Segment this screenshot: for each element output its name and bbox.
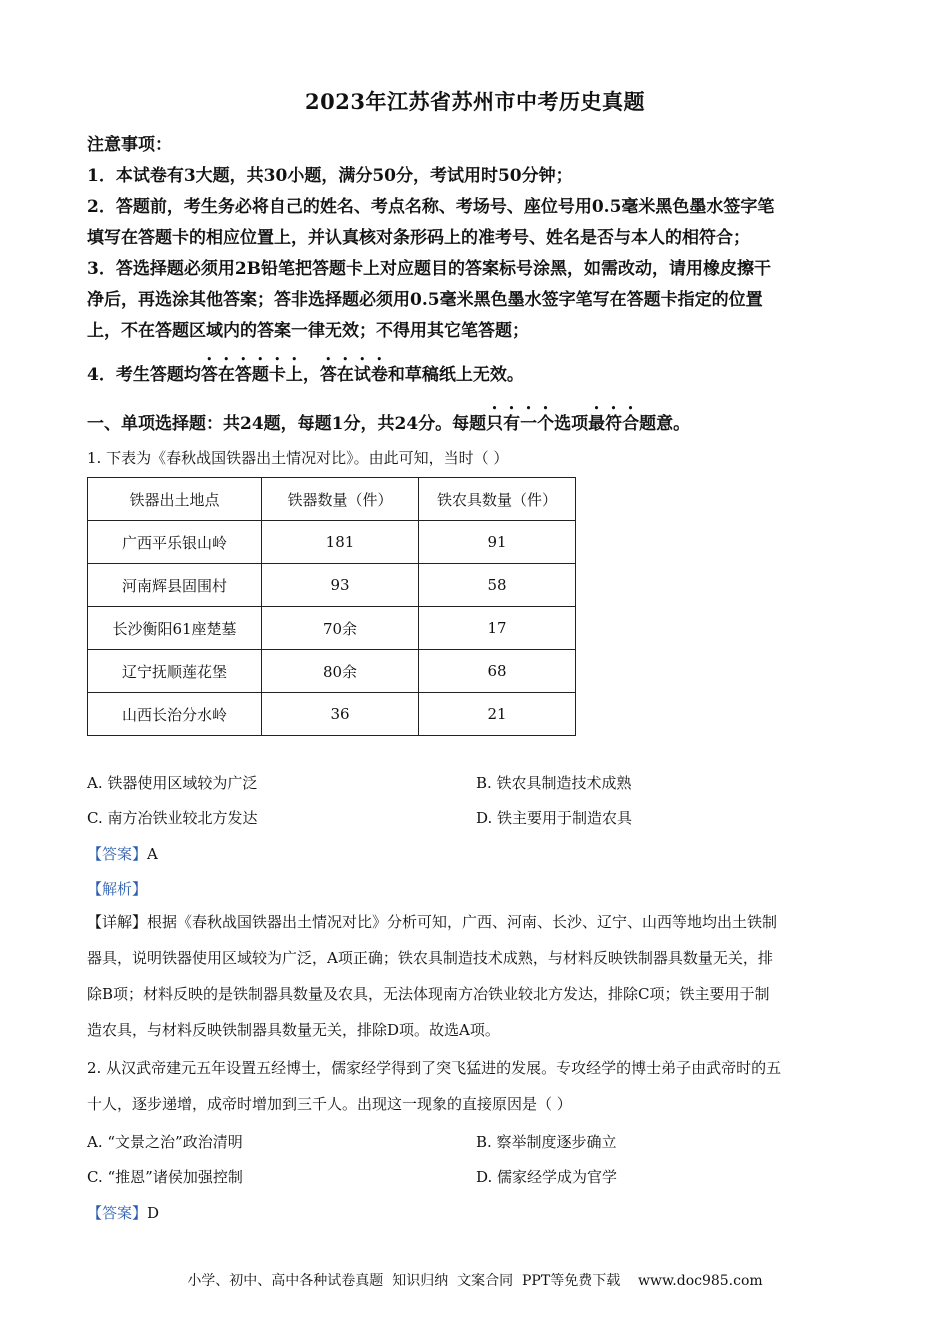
table-header-cell: 铁器出土地点 bbox=[88, 478, 262, 521]
analysis-tag: 【解析】 bbox=[87, 880, 148, 898]
table-cell: 广西平乐银山岭 bbox=[88, 521, 262, 564]
notes-item-4-text-c: 和草稿纸上无效。 bbox=[387, 365, 524, 385]
table-cell: 山西长治分水岭 bbox=[88, 693, 262, 736]
q1-detail-line-3: 除B项；材料反映的是铁制器具数量及农具，无法体现南方冶铁业较北方发达，排除C项；铁主要用于制 bbox=[87, 985, 770, 1003]
table-row bbox=[88, 564, 576, 607]
section-1-emphasis-2: 最符合 bbox=[588, 414, 640, 434]
table-cell: 17 bbox=[419, 607, 576, 650]
notes-item-4 bbox=[87, 355, 862, 391]
q1-answer bbox=[87, 843, 158, 864]
q2-stem-line-2: 十人，逐步递增，成帝时增加到三千人。出现这一现象的直接原因是（ ） bbox=[87, 1095, 572, 1113]
q2-option-d: D. 儒家经学成为官学 bbox=[476, 1168, 618, 1186]
table-cell: 93 bbox=[262, 564, 419, 607]
answer-value: D bbox=[147, 1204, 160, 1222]
table-row bbox=[88, 607, 576, 650]
table-cell: 80余 bbox=[262, 650, 419, 693]
q2-option-c: C. “推恩”诸侯加强控制 bbox=[87, 1168, 243, 1186]
table-cell: 58 bbox=[419, 564, 576, 607]
table-cell: 36 bbox=[262, 693, 419, 736]
table-row bbox=[88, 650, 576, 693]
q1-option-b: B. 铁农具制造技术成熟 bbox=[476, 774, 632, 792]
table-header-row bbox=[88, 478, 576, 521]
table-cell: 91 bbox=[419, 521, 576, 564]
q1-table bbox=[87, 477, 576, 736]
notes-item-2-line-1: 2．答题前，考生务必将自己的姓名、考点名称、考场号、座位号用0.5毫米黑色墨水签字笔 bbox=[87, 197, 775, 217]
table-cell: 21 bbox=[419, 693, 576, 736]
table-cell: 辽宁抚顺莲花堡 bbox=[88, 650, 262, 693]
q2-answer bbox=[87, 1202, 159, 1223]
table-row bbox=[88, 693, 576, 736]
table-row bbox=[88, 521, 576, 564]
q2-option-b: B. 察举制度逐步确立 bbox=[476, 1133, 617, 1151]
notes-item-3-line-2: 净后，再选涂其他答案；答非选择题必须用0.5毫米黑色墨水签字笔写在答题卡指定的位置 bbox=[87, 290, 763, 310]
section-1-text-e: 题意。 bbox=[639, 414, 691, 434]
answer-value: A bbox=[147, 845, 158, 863]
notes-item-2-line-2: 填写在答题卡的相应位置上，并认真核对条形码上的准考号、姓名是否与本人的相符合； bbox=[87, 228, 750, 248]
q2-stem-line-1: 2. 从汉武帝建元五年设置五经博士，儒家经学得到了突飞猛进的发展。专攻经学的博士弟子由武帝时的五 bbox=[87, 1059, 782, 1077]
answer-tag: 【答案】 bbox=[87, 845, 148, 863]
table-cell: 68 bbox=[419, 650, 576, 693]
q2-option-a: A. “文景之治”政治清明 bbox=[87, 1133, 243, 1151]
notes-item-3-line-1: 3．答选择题必须用2B铅笔把答题卡上对应题目的答案标号涂黑，如需改动，请用橡皮擦干 bbox=[87, 259, 772, 279]
q1-option-d: D. 铁主要用于制造农具 bbox=[476, 809, 633, 827]
table-header-cell: 铁器数量（件） bbox=[262, 478, 419, 521]
q1-analysis bbox=[87, 878, 147, 899]
q1-detail-line-4: 造农具，与材料反映铁制器具数量无关，排除D项。故选A项。 bbox=[87, 1021, 500, 1039]
notes-item-4-text-a: 4．考生答题均 bbox=[87, 365, 201, 385]
page-title: 2023年江苏省苏州市中考历史真题 bbox=[305, 89, 645, 114]
q1-detail-line-1 bbox=[87, 904, 862, 940]
notes-heading: 注意事项： bbox=[87, 135, 172, 155]
notes-item-3-line-3: 上，不在答题区域内的答案一律无效；不得用其它笔答题； bbox=[87, 321, 529, 341]
notes-block bbox=[87, 130, 862, 391]
table-cell: 181 bbox=[262, 521, 419, 564]
section-1-text-c: 选项 bbox=[554, 414, 589, 434]
notes-item-1: 1．本试卷有3大题，共30小题，满分50分，考试用时50分钟； bbox=[87, 166, 573, 186]
table-cell: 河南辉县固围村 bbox=[88, 564, 262, 607]
table-cell: 70余 bbox=[262, 607, 419, 650]
page-footer: 小学、初中、高中各种试卷真题 知识归纳 文案合同 PPT等免费下载 www.doc985.com bbox=[187, 1273, 763, 1289]
q1-detail bbox=[87, 904, 862, 1048]
q2-stem bbox=[87, 1050, 862, 1122]
q1-detail-line-2: 器具，说明铁器使用区域较为广泛，A项正确；铁农具制造技术成熟，与材料反映铁制器具数量无关，排 bbox=[87, 949, 773, 967]
q1-option-c: C. 南方冶铁业较北方发达 bbox=[87, 809, 258, 827]
detail-tag: 【详解】 bbox=[87, 913, 148, 931]
notes-item-4-emphasis: 答在答题卡上，答在试卷 bbox=[200, 365, 388, 385]
q1-stem: 1. 下表为《春秋战国铁器出土情况对比》。由此可知，当时（ ） bbox=[87, 449, 509, 467]
q1-option-a: A. 铁器使用区域较为广泛 bbox=[87, 774, 258, 792]
section-1-text-a: 一、单项选择题：共24题，每题1分，共24分。每题 bbox=[87, 414, 487, 434]
table-cell: 长沙衡阳61座楚墓 bbox=[88, 607, 262, 650]
table-header-cell: 铁农具数量（件） bbox=[419, 478, 576, 521]
section-1-emphasis-1: 只有一个 bbox=[486, 414, 555, 434]
section-1-heading bbox=[87, 404, 690, 434]
detail-text: 根据《春秋战国铁器出土情况对比》分析可知，广西、河南、长沙、辽宁、山西等地均出土铁制 bbox=[147, 913, 778, 931]
answer-tag: 【答案】 bbox=[87, 1204, 148, 1222]
